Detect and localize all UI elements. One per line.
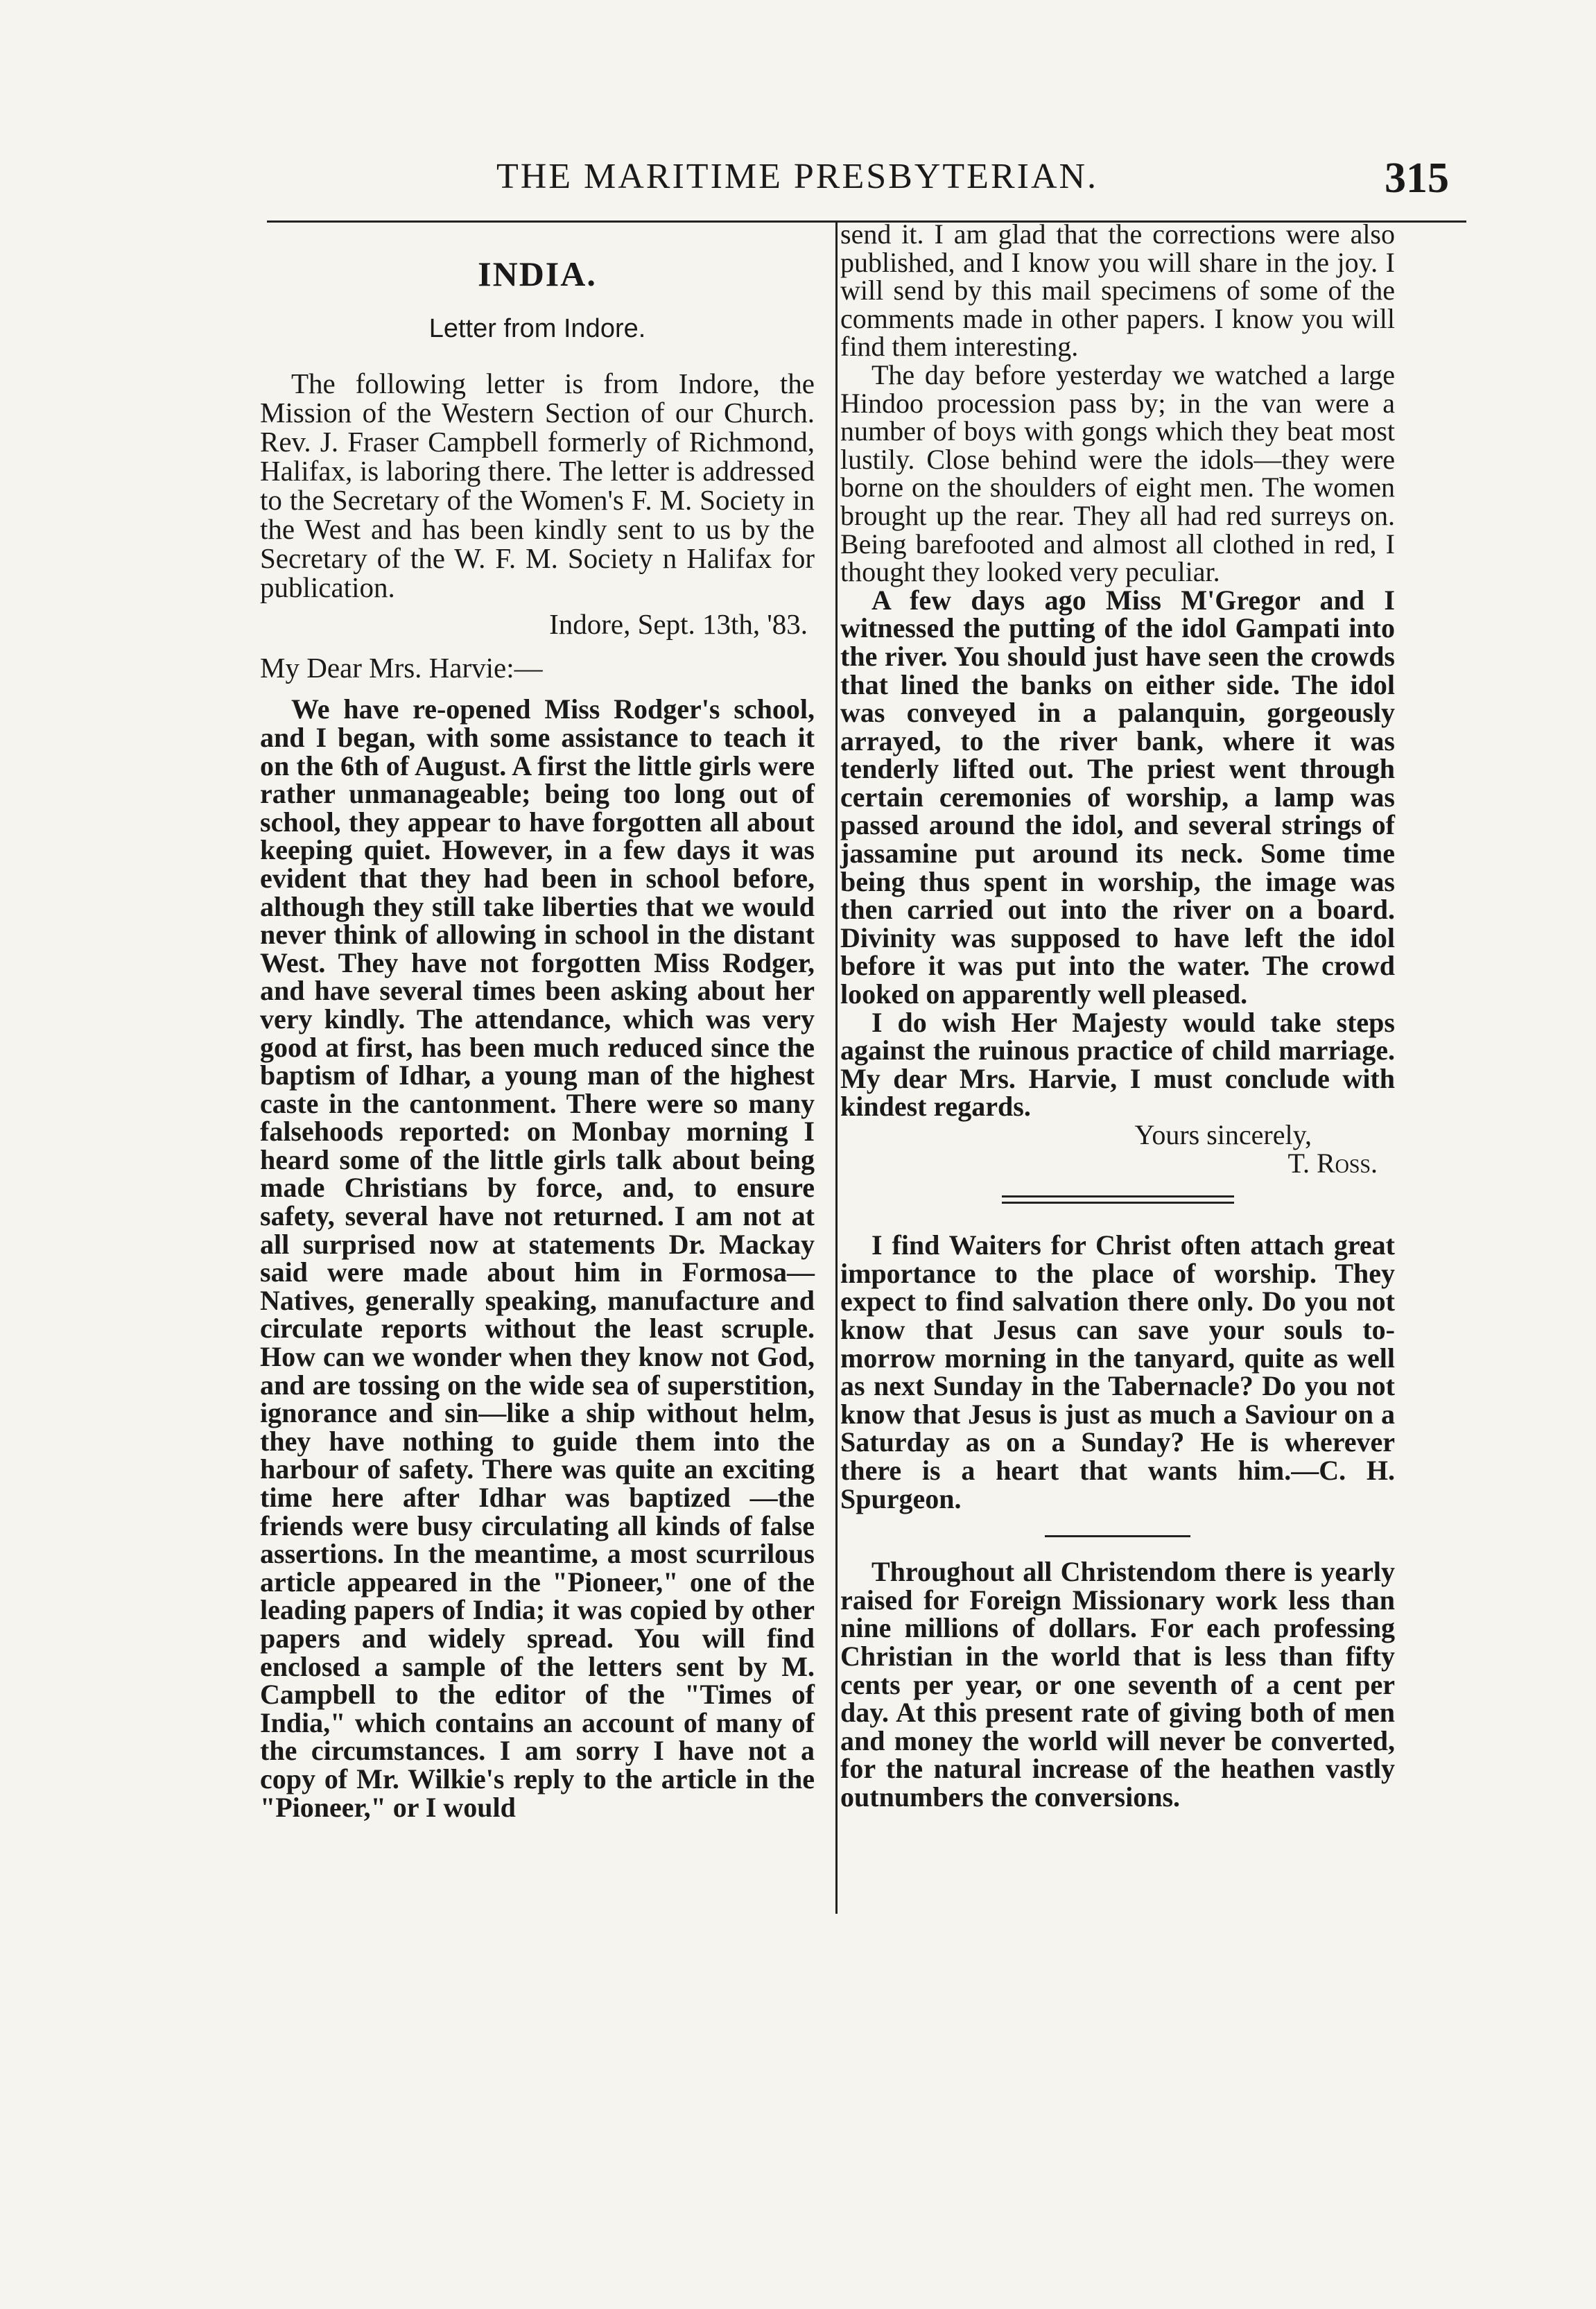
left-column	[260, 250, 815, 1822]
page-number: 315	[1385, 155, 1449, 202]
section-divider	[1002, 1195, 1234, 1204]
running-title: THE MARITIME PRESBYTERIAN.	[496, 157, 1099, 196]
missions-note: Throughout all Christendom there is yearly raised for Foreign Missionary work less than nine millions of dollars. For each professing Christian in the world that is less than fifty cents per year, or one seventh of a cent per day. At this present rate of giving both of men and money the world will never be converted, for the natural increase of the heathen vastly outnumbers the conversions.	[840, 1556, 1395, 1813]
letter-paragraph: I do wish Her Majesty would take steps against the ruinous practice of child marriage. My dear Mrs. Harvie, I must conclude with kindest regards.	[840, 1006, 1395, 1123]
letter-paragraph: We have re-opened Miss Rodger's school, and I began, with some assistance to teach it on the 6th of August. A first the little girls were rather unmanageable; being too long out of school, they appear to have forgotten all about keeping quiet. However, in a few days it was evident that they had been in school before, although they still take liberties that we would never think of allowing in school in the distant West. They have not forgotten Miss Rodger, and have several times been asking about her very kindly. The attendance, which was very good at first, has been much reduced since the baptism of Idhar, a young man of the highest caste in the cantonment. There were so many falsehoods reported: on Monbay morning I heard some of the little girls talk about being made Christians by force, and, to ensure safety, several have not returned. I am not at all surprised now at statements Dr. Mackay said were made about him in Formosa— Natives, generally speaking, manufacture and circulate reports without the least scruple. How can we wonder when they know not God, and are tossing on the wide sea of superstition, ignorance and sin—like a ship without helm, they have nothing to guide them into the harbour of safety. There was quite an exciting time here after Idhar was baptized —the friends were busy circulating all kinds of false assertions. In the meantime, a most scurrilous article appeared in the "Pioneer," one of the leading papers of India; it was copied by other papers and widely spread. You will find enclosed a sample of the letters sent by M. Campbell to the editor of the "Times of India," which contains an account of many of the circumstances. I am sorry I have not a copy of Mr. Wilkie's reply to the article in the "Pioneer," or I would	[260, 693, 815, 1823]
article-subtitle: Letter from Indore.	[428, 313, 646, 343]
section-title: INDIA.	[478, 254, 597, 293]
spurgeon-note: I find Waiters for Christ often attach great importance to the place of worship. They expect to find salvation there only. Do you not know that Jesus can save your souls to-morrow morning in the tanyard, quite as well as next Sunday in the Tabernacle? Do you not know that Jesus is just as much a Saviour on a Saturday as on a Sunday? He is wherever there is a heart that wants him.—C. H. Spurgeon.	[840, 1229, 1395, 1514]
column-divider	[835, 222, 838, 1914]
letter-paragraph: The day before yesterday we watched a large Hindoo procession pass by; in the van were a number of boys with gongs which they beat most lustily. Close behind were the idols—they were borne on the shoulders of eight men. The women brought up the rear. They all had red surreys on. Being barefooted and almost all clothed in red, I thought they looked very peculiar.	[840, 358, 1395, 588]
letter-salutation: My Dear Mrs. Harvie:—	[260, 651, 543, 684]
letter-paragraph-continued: send it. I am glad that the corrections were also published, and I know you will share in the joy. I will send by this mail specimens of some of the comments made in other papers. I know you will find them interesting.	[840, 218, 1395, 363]
article-intro: The following letter is from Indore, the Mission of the Western Section of our Church. Rev. J. Fraser Campbell formerly of Richmond, Halifax, is laboring there. The letter is addressed to the Secretary of the Women's F. M. Society in the West and has been kindly sent to us by the Secretary of the W. F. M. Society n Halifax for publication.	[260, 367, 815, 604]
letter-paragraph: A few days ago Miss M'Gregor and I witnessed the putting of the idol Gampati into the river. You should just have seen the crowds that lined the banks on either side. The idol was conveyed in a palanquin, gorgeously arrayed, to the river bank, where it was tenderly lifted out. The priest went through certain ceremonies of worship, a lamp was passed around the idol, and several strings of jassamine put around its neck. Some time being thus spent in worship, the image was then carried out into the river on a board. Divinity was supposed to have left the idol before it was put into the water. The crowd looked on apparently well pleased.	[840, 584, 1395, 1010]
right-column	[840, 220, 1395, 1811]
note-divider	[1045, 1535, 1190, 1537]
letter-closing: Yours sincerely,	[1134, 1119, 1312, 1150]
letter-signature: T. Ross.	[1287, 1147, 1378, 1179]
letter-dateline: Indore, Sept. 13th, '83.	[549, 608, 808, 641]
